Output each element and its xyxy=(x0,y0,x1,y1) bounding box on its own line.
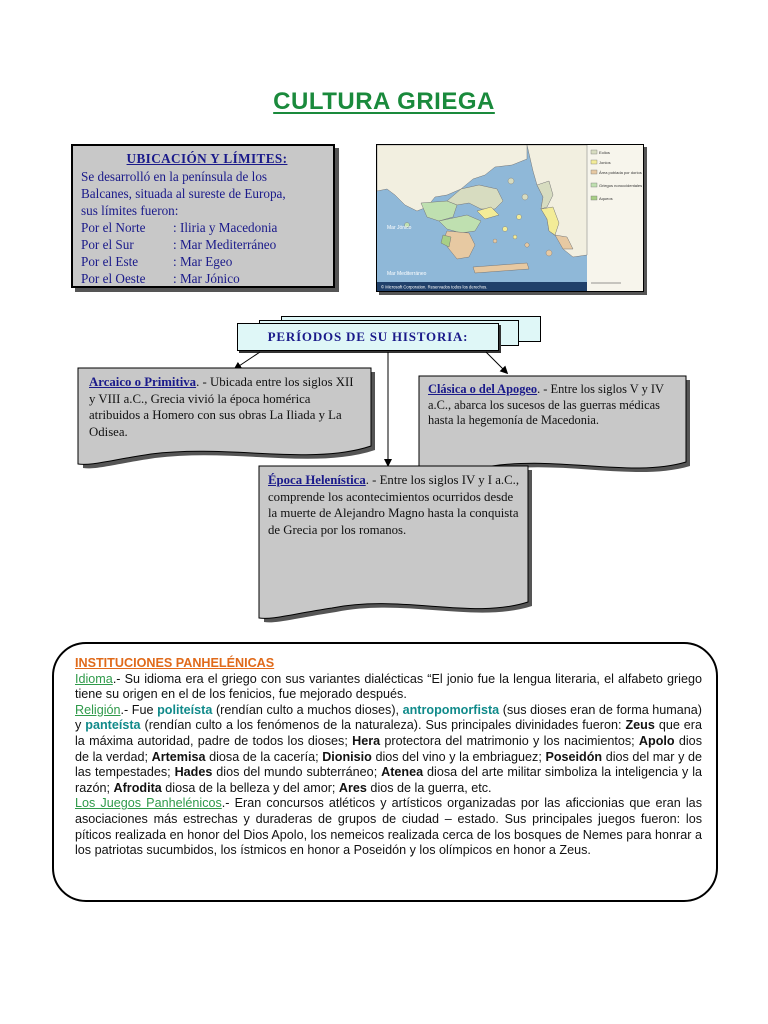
arcaico-text xyxy=(89,374,357,440)
periodos-heading: PERÍODOS DE SU HISTORIA: xyxy=(237,323,499,351)
legend-label: Área poblada por dorios xyxy=(599,170,642,175)
legend-label: Jonios xyxy=(599,160,611,165)
legend-label: Aqueos xyxy=(599,196,613,201)
clasica-body: . - Entre los siglos V y IV a.C., abarca los sucesos de las guerras médicas hasta la hegemonía de Macedonia. xyxy=(428,382,664,428)
limit-val: : Mar Jónico xyxy=(173,271,240,286)
religion-paragraph: Religión.- Fue politeísta (rendían culto a muchos dioses), antropomorfista (sus dioses eran de forma humana) y panteísta (rendían culto a los fenómenos de la naturaleza). Sus principales divinidades fueron: Zeus que era la máxima autoridad, padre de todos los dioses; Hera protectora del matrimonio y los nacimientos; Apolo dios de la verdad; Artemisa diosa de la cacería; Dionisio dios del vino y la embriaguez; Poseidón dios del mar y de las tempestades; Hades dios del mundo subterráneo; Atenea diosa del arte militar simboliza la inteligencia y la razón; Afrodita diosa de la belleza y del amor; Ares dios de la guerra, etc. xyxy=(75,702,703,795)
legend-label: Eolios xyxy=(599,150,610,155)
helenistica-text xyxy=(268,472,522,538)
arcaico-label: Arcaico o Primitiva xyxy=(89,375,197,389)
legend-label: Griegos noroccidentales xyxy=(599,183,643,188)
idioma-label: Idioma xyxy=(75,671,113,686)
arrow-clasica xyxy=(486,352,506,372)
idioma-paragraph xyxy=(75,672,702,703)
limit-dir: Por el Este xyxy=(81,254,139,269)
juegos-paragraph xyxy=(75,796,702,858)
limit-dir: Por el Oeste xyxy=(81,271,146,286)
limit-val: : Iliria y Macedonia xyxy=(173,220,278,235)
clasica-text xyxy=(428,382,678,429)
religion-label: Religión xyxy=(75,702,121,717)
limit-val: : Mar Egeo xyxy=(173,254,233,269)
ubicacion-intro-2: Balcanes, situada al sureste de Europa, xyxy=(81,186,286,201)
idioma-text: .- Su idioma era el griego con sus variantes dialécticas “El jonio fue la lengua literaria, el alfabeto griego tiene su origen en el de los fenicios, fue mejorado después. xyxy=(75,671,702,702)
arcaico-body: . - Ubicada entre los siglos XII y VIII a.C., Grecia vivió la época homérica atribuidos a Homero con sus obras La Iliada y La Odisea. xyxy=(89,375,354,439)
juegos-label: Los Juegos Panhelénicos xyxy=(75,796,222,811)
instituciones-heading: INSTITUCIONES PANHELÉNICAS xyxy=(75,656,275,670)
map-label-jonio: Mar Jónico xyxy=(387,225,412,231)
instituciones-content xyxy=(75,656,702,859)
juegos-text: .- Eran concursos atléticos y artísticos organizadas por las aficcionias que eran las asociaciones más estrechas y duraderas de grupos de ciudad – estado. Sus principales juegos fueron: los píticos realizada en honor del Dios Apolo, los nemeicos realizada cerca de los bosques de Nemes para honrar a los patriotas sucumbidos, los ístmicos en honor a Poseidón y los olímpicos en honor a Zeus. xyxy=(75,796,702,858)
ubicacion-intro-1: Se desarrolló en la península de los xyxy=(81,169,268,184)
clasica-label: Clásica o del Apogeo xyxy=(428,382,538,396)
limit-val: : Mar Mediterráneo xyxy=(173,237,277,252)
ubicacion-heading: UBICACIÓN Y LÍMITES: xyxy=(126,151,288,166)
map-copyright: © Microsoft Corporation. Reservados todos los derechos. xyxy=(381,284,488,290)
ubicacion-intro-3: sus límites fueron: xyxy=(81,203,179,218)
helenistica-label: Época Helenística xyxy=(268,473,366,487)
limit-dir: Por el Sur xyxy=(81,237,134,252)
helenistica-body: . - Entre los siglos IV y I a.C., comprende los acontecimientos ocurridos desde la muerte de Alejandro Magno hasta la conquista de Grecia por los romanos. xyxy=(268,473,520,537)
map-label-medit: Mar Mediterráneo xyxy=(387,271,427,277)
limit-dir: Por el Norte xyxy=(81,220,146,235)
page-title: CULTURA GRIEGA xyxy=(273,88,495,115)
